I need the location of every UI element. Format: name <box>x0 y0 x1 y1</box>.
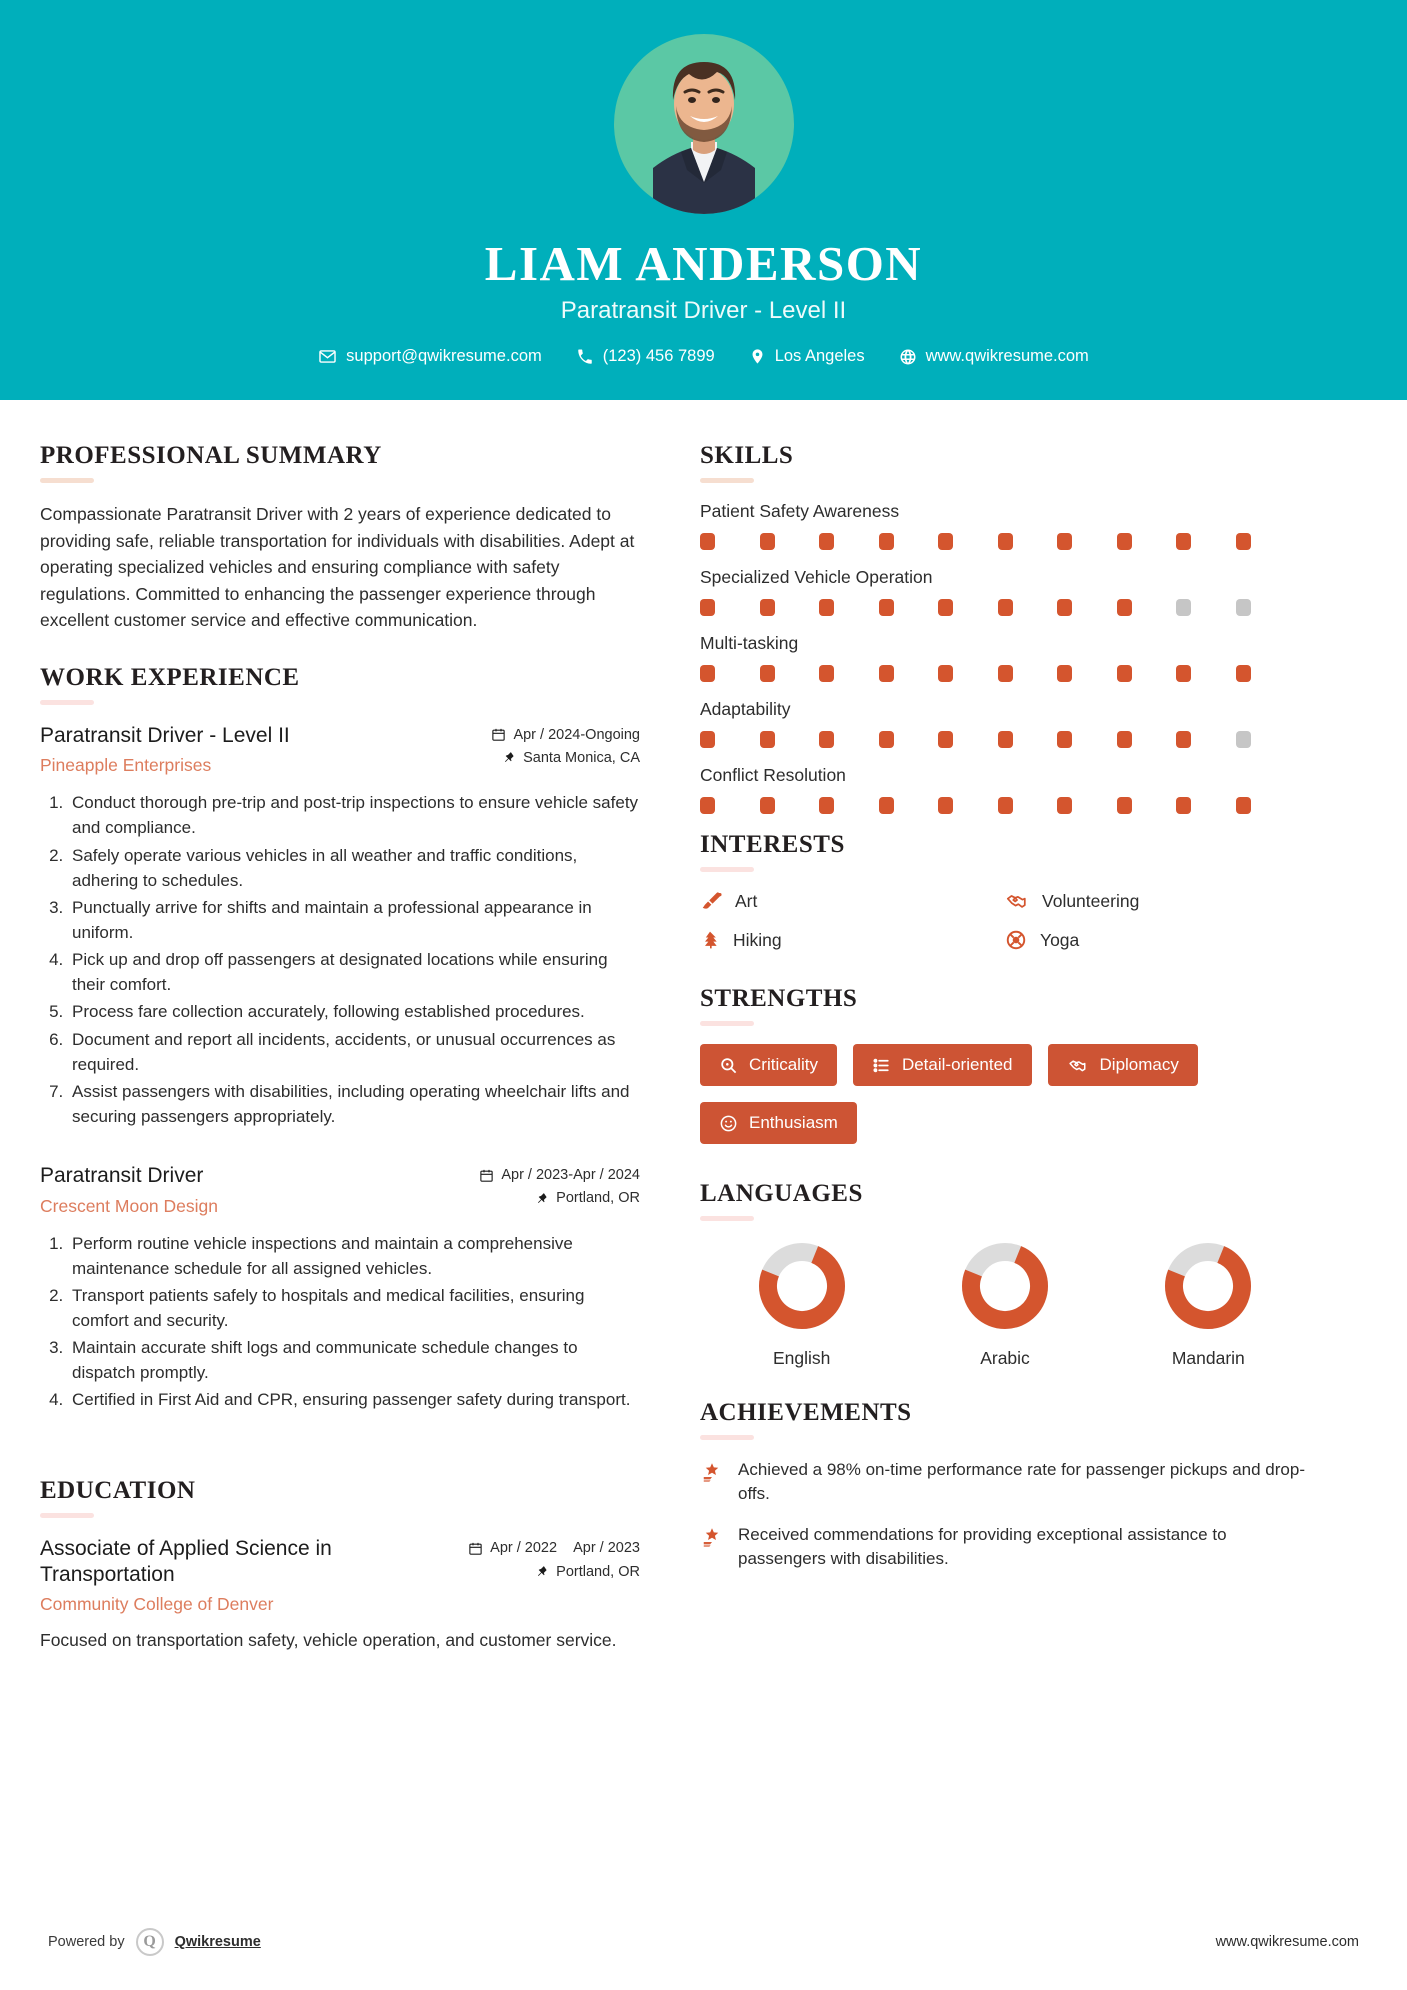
contact-phone[interactable] <box>559 347 732 366</box>
skill-dot-filled <box>998 599 1013 616</box>
education-dates-split <box>490 1540 640 1557</box>
paintbrush-icon <box>700 890 722 912</box>
strength-chip-diplomacy[interactable] <box>1048 1044 1198 1086</box>
strength-chip-enthusiasm[interactable] <box>700 1102 857 1144</box>
skill-item <box>700 699 1310 748</box>
strength-label: Enthusiasm <box>749 1113 838 1132</box>
interest-item <box>700 929 1005 951</box>
skill-dot-filled <box>1117 533 1132 550</box>
section-education <box>40 1477 640 1654</box>
resume-body <box>0 400 1407 1659</box>
skill-dot-filled <box>879 797 894 814</box>
qwikresume-logo-icon: Q <box>136 1928 164 1956</box>
strength-label: Diplomacy <box>1099 1055 1179 1074</box>
skill-dot-filled <box>938 533 953 550</box>
skill-dot-filled <box>879 665 894 682</box>
job-dates-text: Apr / 2024-Ongoing <box>513 726 640 743</box>
section-achievements <box>700 1399 1310 1572</box>
footer-url[interactable]: www.qwikresume.com <box>1215 1934 1359 1950</box>
skill-dot-filled <box>879 731 894 748</box>
skill-dot-empty <box>1176 599 1191 616</box>
section-rule <box>700 1021 754 1026</box>
experience-header <box>40 1163 640 1216</box>
skill-dot-filled <box>938 599 953 616</box>
skill-dot-filled <box>700 665 715 682</box>
job-location <box>491 750 640 766</box>
spacer <box>700 955 1310 985</box>
skill-dot-filled <box>1117 599 1132 616</box>
skill-dot-filled <box>1236 797 1251 814</box>
right-column <box>670 442 1310 1659</box>
spacer <box>40 1447 640 1477</box>
education-description: Focused on transportation safety, vehicle operation, and customer service. <box>40 1630 617 1651</box>
skill-dot-filled <box>819 731 834 748</box>
skill-dot-filled <box>879 599 894 616</box>
job-bullet: 7. Assist passengers with disabilities, including operating wheelchair lifts and securing passengers appropriately. <box>68 1079 640 1129</box>
section-title-languages: LANGUAGES <box>700 1180 863 1207</box>
section-rule <box>40 1513 94 1518</box>
education-date-end: Apr / 2023 <box>573 1539 640 1556</box>
language-item <box>903 1239 1106 1369</box>
achievement-text: Received commendations for providing exceptional assistance to passengers with disabilities. <box>738 1524 1227 1569</box>
contact-location-text: Los Angeles <box>774 347 865 366</box>
list-icon <box>872 1056 891 1075</box>
skill-dot-filled <box>998 533 1013 550</box>
section-professional-summary <box>40 442 640 634</box>
left-column <box>40 442 640 1659</box>
calendar-icon <box>491 727 506 742</box>
skill-item <box>700 501 1310 550</box>
section-rule <box>700 478 754 483</box>
skill-dot-filled <box>819 665 834 682</box>
education-location-text: Portland, OR <box>556 1563 640 1580</box>
powered-by-label: Powered by <box>48 1934 125 1950</box>
page-footer <box>0 1894 1407 1990</box>
degree-title: Associate of Applied Science in Transportation <box>40 1536 332 1586</box>
section-title-summary: PROFESSIONAL SUMMARY <box>40 442 382 469</box>
job-role-subtitle: Paratransit Driver - Level II <box>560 297 847 325</box>
education-location <box>468 1564 640 1580</box>
experience-item <box>40 1163 640 1412</box>
job-title: Paratransit Driver - Level II <box>40 723 290 747</box>
skill-dot-filled <box>1236 533 1251 550</box>
skill-label: Patient Safety Awareness <box>700 501 900 521</box>
job-bullets <box>40 1231 640 1413</box>
job-company: Crescent Moon Design <box>40 1195 218 1216</box>
experience-item <box>40 723 640 1129</box>
interest-item <box>700 890 1005 912</box>
language-donut-chart <box>958 1239 1052 1333</box>
interest-item <box>1005 929 1310 951</box>
skills-list <box>700 501 1310 814</box>
education-dates <box>468 1540 640 1557</box>
handshake-icon <box>1005 890 1029 912</box>
pine-tree-icon <box>700 929 720 951</box>
skill-rating <box>700 797 1310 814</box>
job-bullet: 2. Safely operate various vehicles in all weather and traffic conditions, adhering to schedules. <box>68 843 640 893</box>
section-languages <box>700 1180 1310 1369</box>
avatar-photo-icon <box>633 42 775 214</box>
interest-label: Volunteering <box>1042 890 1140 911</box>
languages-list <box>700 1239 1310 1369</box>
award-star-icon <box>700 1523 724 1553</box>
skill-dot-filled <box>819 533 834 550</box>
skill-dot-filled <box>760 599 775 616</box>
skill-item <box>700 567 1310 616</box>
job-location-text: Santa Monica, CA <box>523 749 640 766</box>
job-bullet: 3. Maintain accurate shift logs and communicate schedule changes to dispatch promptly. <box>68 1335 640 1385</box>
section-skills <box>700 442 1310 814</box>
interest-label: Hiking <box>733 929 782 950</box>
job-bullet: 1. Conduct thorough pre-trip and post-trip inspections to ensure vehicle safety and compliance. <box>68 790 640 840</box>
skill-dot-filled <box>938 665 953 682</box>
achievement-item <box>700 1458 1310 1507</box>
envelope-icon <box>318 347 337 366</box>
skill-rating <box>700 731 1310 748</box>
powered-by <box>48 1928 261 1956</box>
skill-dot-filled <box>760 533 775 550</box>
section-interests <box>700 831 1310 951</box>
language-label: Mandarin <box>1171 1348 1245 1368</box>
map-pin-icon <box>749 347 766 366</box>
section-rule <box>700 1216 754 1221</box>
calendar-icon <box>479 1168 494 1183</box>
skill-dot-filled <box>760 665 775 682</box>
skill-dot-filled <box>1236 665 1251 682</box>
section-title-education: EDUCATION <box>40 1476 196 1504</box>
job-bullet: 1. Perform routine vehicle inspections and maintain a comprehensive maintenance schedule for all assigned vehicles. <box>68 1231 640 1281</box>
job-dates <box>491 727 640 743</box>
lifebuoy-icon <box>1005 929 1027 951</box>
skill-dot-filled <box>1057 599 1072 616</box>
contact-website-text: www.qwikresume.com <box>925 347 1089 366</box>
experience-header-left <box>40 723 491 776</box>
interests-grid <box>700 890 1310 951</box>
job-bullet: 5. Process fare collection accurately, following established procedures. <box>68 999 640 1024</box>
skill-label: Specialized Vehicle Operation <box>700 567 933 587</box>
skill-dot-filled <box>1117 731 1132 748</box>
language-donut-chart <box>755 1239 849 1333</box>
spacer <box>40 634 640 664</box>
spacer <box>700 1150 1310 1180</box>
section-rule <box>700 1435 754 1440</box>
strength-label: Detail-oriented <box>901 1055 1013 1074</box>
language-item <box>700 1239 903 1369</box>
experience-header-left <box>40 1163 479 1216</box>
contact-website[interactable] <box>882 347 1106 366</box>
skill-dot-filled <box>1176 731 1191 748</box>
job-dates-text: Apr / 2023-Apr / 2024 <box>501 1167 640 1184</box>
language-label: English <box>772 1348 831 1368</box>
pin-icon <box>503 750 516 765</box>
skill-dot-filled <box>1057 797 1072 814</box>
skill-dot-filled <box>760 731 775 748</box>
contact-location[interactable] <box>732 347 882 366</box>
job-location-text: Portland, OR <box>556 1190 640 1207</box>
page-title: LIAM ANDERSON <box>484 236 923 291</box>
education-item <box>40 1536 640 1654</box>
avatar <box>614 34 794 214</box>
qwikresume-brand-link[interactable]: Qwikresume <box>174 1934 261 1950</box>
job-bullet: 4. Pick up and drop off passengers at designated locations while ensuring their comfort. <box>68 947 640 997</box>
skill-dot-filled <box>998 797 1013 814</box>
section-rule <box>40 478 94 483</box>
experience-header-meta <box>479 1163 640 1213</box>
contact-row <box>0 347 1407 366</box>
job-location <box>479 1190 640 1206</box>
strength-chip-detail-oriented[interactable] <box>853 1044 1032 1086</box>
skill-dot-filled <box>1176 533 1191 550</box>
pin-icon <box>536 1564 549 1579</box>
contact-email[interactable] <box>301 347 559 366</box>
skill-dot-filled <box>700 797 715 814</box>
smiley-icon <box>719 1114 738 1133</box>
section-rule <box>40 700 94 705</box>
job-bullet: 3. Punctually arrive for shifts and maintain a professional appearance in uniform. <box>68 895 640 945</box>
contact-phone-text: (123) 456 7899 <box>602 347 715 366</box>
job-title: Paratransit Driver <box>40 1164 204 1188</box>
language-label: Arabic <box>980 1348 1030 1368</box>
language-donut-chart <box>1161 1239 1255 1333</box>
achievement-text: Achieved a 98% on-time performance rate for passenger pickups and drop-offs. <box>738 1460 1305 1504</box>
spacer <box>700 1369 1310 1399</box>
section-title-achievements: ACHIEVEMENTS <box>700 1399 912 1426</box>
section-strengths <box>700 985 1310 1144</box>
job-bullets <box>40 790 640 1129</box>
section-rule <box>700 867 754 872</box>
experience-header <box>40 723 640 776</box>
summary-text: Compassionate Paratransit Driver with 2 years of experience dedicated to providing safe, reliable transportation for individuals with disabilities. Adept at operating specialized vehicles and ensuring compliance with safety regulations. Committed to enhancing the passenger experience through excellent customer service and effective communication. <box>40 504 635 631</box>
skill-dot-filled <box>819 797 834 814</box>
globe-icon <box>899 348 917 366</box>
skill-dot-filled <box>700 533 715 550</box>
contact-email-text: support@qwikresume.com <box>346 347 542 366</box>
phone-icon <box>576 348 594 366</box>
section-work-experience <box>40 664 640 1413</box>
education-header <box>40 1536 640 1616</box>
job-bullet: 6. Document and report all incidents, accidents, or unusual occurrences as required. <box>68 1027 640 1077</box>
skill-dot-filled <box>1176 797 1191 814</box>
education-header-left <box>40 1536 468 1616</box>
skill-rating <box>700 665 1310 682</box>
strength-chip-criticality[interactable] <box>700 1044 837 1086</box>
school-name: Community College of Denver <box>40 1594 274 1615</box>
search-icon <box>719 1056 738 1075</box>
strength-label: Criticality <box>749 1055 818 1074</box>
award-star-icon <box>700 1458 724 1488</box>
section-title-experience: WORK EXPERIENCE <box>40 663 300 691</box>
skill-dot-filled <box>1117 665 1132 682</box>
experience-header-meta <box>491 723 640 773</box>
skill-label: Conflict Resolution <box>700 765 846 785</box>
skill-label: Multi-tasking <box>700 633 799 653</box>
job-bullet: 4. Certified in First Aid and CPR, ensuring passenger safety during transport. <box>68 1387 640 1412</box>
skill-dot-filled <box>1057 533 1072 550</box>
skill-rating <box>700 533 1310 550</box>
skill-dot-filled <box>700 599 715 616</box>
skill-label: Adaptability <box>700 699 791 719</box>
pin-icon <box>536 1191 549 1206</box>
skill-dot-filled <box>998 665 1013 682</box>
skill-dot-filled <box>938 731 953 748</box>
skill-dot-empty <box>1236 731 1251 748</box>
skill-dot-filled <box>700 731 715 748</box>
skill-dot-filled <box>1117 797 1132 814</box>
skill-dot-filled <box>938 797 953 814</box>
skill-dot-filled <box>879 533 894 550</box>
education-header-meta <box>468 1536 640 1587</box>
handshake-icon <box>1067 1056 1089 1075</box>
skill-dot-filled <box>760 797 775 814</box>
strengths-grid <box>700 1044 1310 1144</box>
resume-header <box>0 0 1407 400</box>
achievement-item <box>700 1523 1310 1572</box>
interest-label: Yoga <box>1040 929 1080 950</box>
section-title-strengths: STRENGTHS <box>700 985 858 1012</box>
skill-dot-filled <box>1176 665 1191 682</box>
interest-item <box>1005 890 1310 912</box>
interest-label: Art <box>735 890 758 911</box>
skill-dot-filled <box>819 599 834 616</box>
skill-dot-empty <box>1236 599 1251 616</box>
section-title-interests: INTERESTS <box>700 831 845 858</box>
education-date-start: Apr / 2022 <box>490 1539 558 1556</box>
section-title-skills: SKILLS <box>700 442 794 469</box>
skill-dot-filled <box>998 731 1013 748</box>
job-dates <box>479 1167 640 1183</box>
skill-rating <box>700 599 1310 616</box>
skill-dot-filled <box>1057 731 1072 748</box>
calendar-icon <box>468 1541 483 1556</box>
language-item <box>1107 1239 1310 1369</box>
skill-item <box>700 633 1310 682</box>
skill-dot-filled <box>1057 665 1072 682</box>
skill-item <box>700 765 1310 814</box>
job-company: Pineapple Enterprises <box>40 755 212 776</box>
job-bullet: 2. Transport patients safely to hospitals and medical facilities, ensuring comfort and security. <box>68 1283 640 1333</box>
